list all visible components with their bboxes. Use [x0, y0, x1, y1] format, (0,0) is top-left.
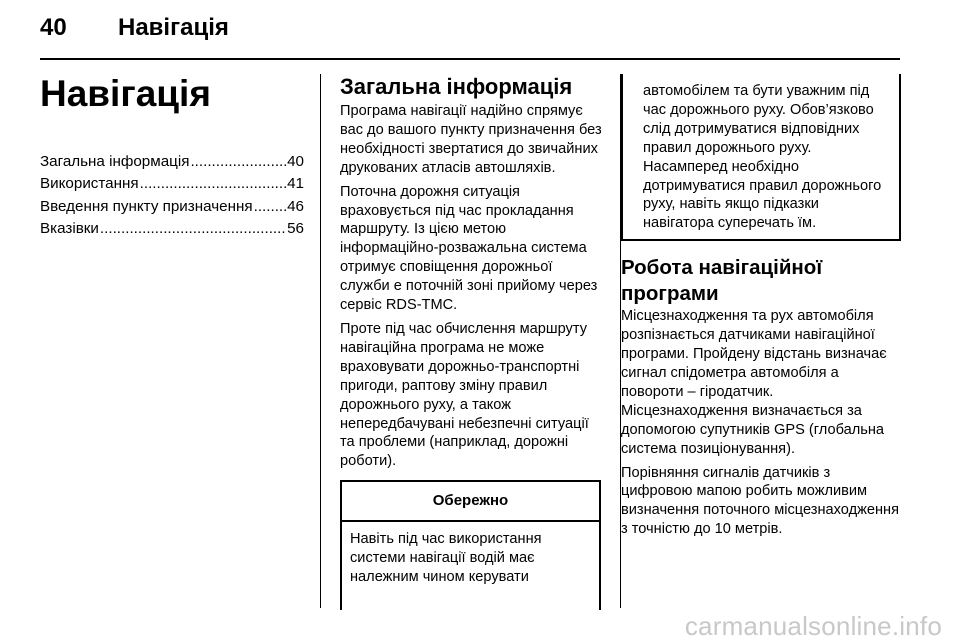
general-info-paragraph: Проте під час обчислення маршруту навігаційна програма не може враховувати дорожньо-транспортні пригоди, раптову зміну правил дорожнього руху, а також непередбачувані небезпечні ситуації та проблеми (наприклад, дорожні роботи).	[340, 320, 589, 470]
operation-column	[621, 74, 901, 544]
toc-entry-page: 41	[287, 175, 304, 193]
toc-leader-dots	[100, 218, 286, 240]
toc-leader-dots	[190, 151, 286, 173]
general-info-paragraph: Програма навігації надійно спрямує вас до вашого пункту призначення без необхідності звертатися до звичайних друкованих атласів автошляхів.	[340, 103, 602, 176]
toc-entry-label: Використання	[40, 175, 139, 193]
toc-entry-label: Вказівки	[40, 220, 99, 238]
toc-entry-label: Загальна інформація	[40, 153, 190, 170]
toc-entry-general-info[interactable]	[40, 151, 304, 173]
toc-entry-page: 40	[287, 153, 304, 170]
page-number: 40	[40, 14, 67, 41]
operation-heading: Робота навігаційної програми	[621, 256, 823, 306]
caution-heading: Обережно	[342, 482, 599, 522]
chapter-title: Навігація	[40, 73, 211, 114]
toc-entry-usage[interactable]	[40, 173, 304, 195]
operation-paragraph: Місцезнаходження та рух автомобіля розпізнається датчиками навігаційної програми. Пройдену відстань визначає сигнал спідометра автомобіля а повороти – гіродатчик. Місцезнаходження визначається за допомогою супутників GPS (глобальна система позиціонування).	[621, 308, 887, 457]
general-info-paragraph: Поточна дорожня ситуація враховується під час прокладання маршруту. Із цією метою інформаційно-розважальна система отримує сповіщення дорожньої служби е поточній зоні прийому через сервіс RDS-TMC.	[340, 183, 598, 314]
operation-paragraph: Порівняння сигналів датчиків з цифровою мапою робить можливим визначення поточного місцезнаходження з точністю до 10 метрів.	[621, 464, 899, 538]
toc-leader-dots	[254, 196, 286, 218]
general-info-heading: Загальна інформація	[340, 74, 573, 99]
toc-entry-destination-input[interactable]	[40, 196, 304, 218]
column-divider-left	[320, 74, 321, 608]
caution-box-continued: автомобілем та бути уважним під час дорожнього руху. Обов’язково слід дотримуватися відповідних правил дорожнього руху. Насамперед необхідно дотримуватися правил дорожнього руху, навіть якщо підказки навігатора суперечать їм.	[621, 74, 901, 241]
watermark: carmanualsonline.info	[684, 611, 942, 641]
toc-entry-label: Введення пункту призначення	[40, 197, 253, 215]
header-rule	[40, 58, 900, 60]
caution-box	[340, 480, 601, 610]
toc-entry-page: 46	[287, 197, 304, 215]
toc-leader-dots	[140, 173, 286, 195]
caution-text: Навіть під час використання системи навігації водій має належним чином керувати	[350, 531, 542, 585]
toc-entry-guidance[interactable]	[40, 218, 304, 240]
general-info-section	[340, 72, 602, 476]
toc-entry-page: 56	[287, 220, 304, 238]
running-header: Навігація	[118, 14, 229, 41]
table-of-contents	[40, 151, 304, 241]
